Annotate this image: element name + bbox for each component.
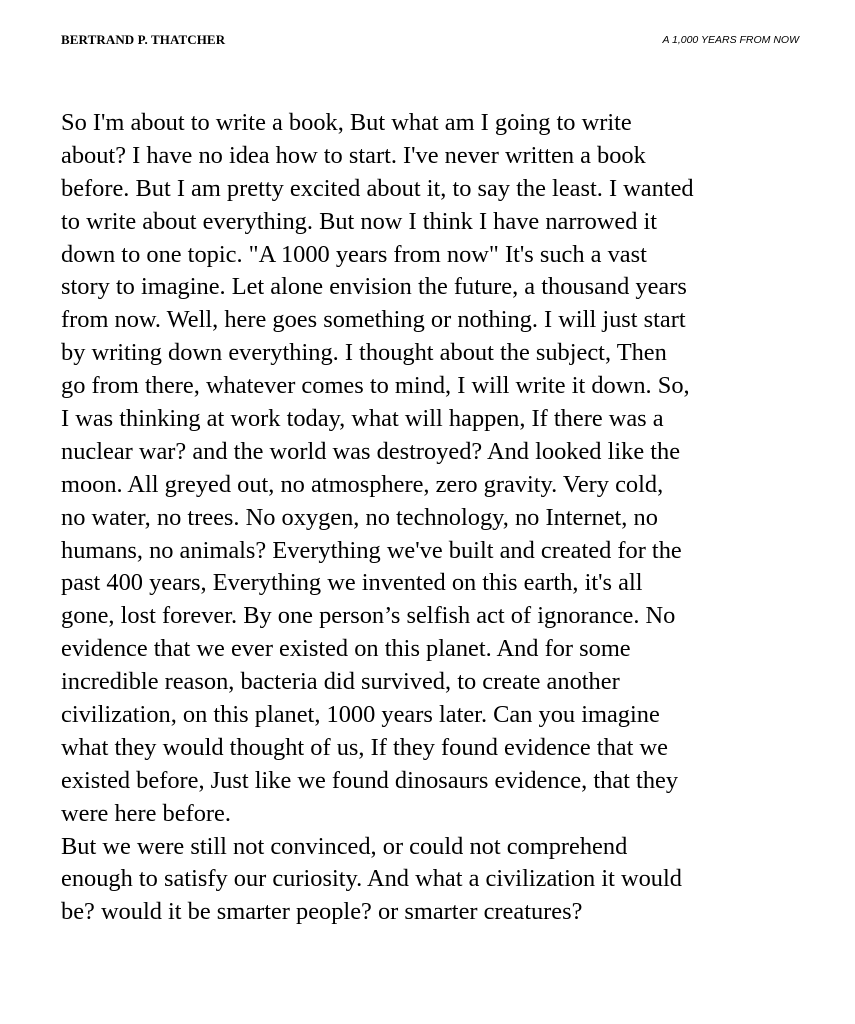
text-line: story to imagine. Let alone envision the future, a thousand years (61, 273, 687, 301)
running-title: A 1,000 YEARS FROM NOW (662, 34, 799, 46)
text-line: So I'm about to write a book, But what am I going to write (61, 109, 632, 136)
text-line: evidence that we ever existed on this planet. And for some (61, 635, 631, 663)
text-line: gone, lost forever. By one person’s selfish act of ignorance. No (61, 602, 676, 630)
text-line: civilization, on this planet, 1000 years later. Can you imagine (61, 701, 660, 729)
text-line: by writing down everything. I thought about the subject, Then (61, 339, 667, 367)
text-line: from now. Well, here goes something or nothing. I will just start (61, 306, 686, 334)
text-line: before. But I am pretty excited about it, to say the least. I wanted (61, 174, 694, 202)
text-line: go from there, whatever comes to mind, I will write it down. So, (61, 372, 690, 400)
text-line: incredible reason, bacteria did survived, to create another (61, 668, 620, 696)
text-line: I was thinking at work today, what will happen, If there was a (61, 405, 664, 433)
text-line: enough to satisfy our curiosity. And what a civilization it would (61, 865, 682, 893)
text-line: were here before. (61, 799, 231, 827)
author-name: BERTRAND P. THATCHER (61, 32, 226, 47)
text-line: no water, no trees. No oxygen, no technology, no Internet, no (61, 503, 658, 531)
text-line: down to one topic. "A 1000 years from now" It's such a vast (61, 240, 647, 268)
text-line: to write about everything. But now I think I have narrowed it (61, 207, 658, 235)
text-line: what they would thought of us, If they found evidence that we (61, 733, 668, 761)
text-line: be? would it be smarter people? or smarter creatures? (61, 898, 583, 926)
text-line: past 400 years, Everything we invented on this earth, it's all (61, 569, 643, 597)
text-line: about? I have no idea how to start. I've never written a book (61, 141, 646, 169)
page-header (61, 32, 799, 50)
text-line: moon. All greyed out, no atmosphere, zero gravity. Very cold, (61, 470, 664, 498)
text-line: nuclear war? and the world was destroyed? And looked like the (61, 437, 681, 465)
body-text (61, 107, 801, 929)
text-line: But we were still not convinced, or could not comprehend (61, 832, 628, 860)
text-line: existed before, Just like we found dinosaurs evidence, that they (61, 766, 679, 794)
text-line: humans, no animals? Everything we've built and created for the (61, 536, 682, 564)
